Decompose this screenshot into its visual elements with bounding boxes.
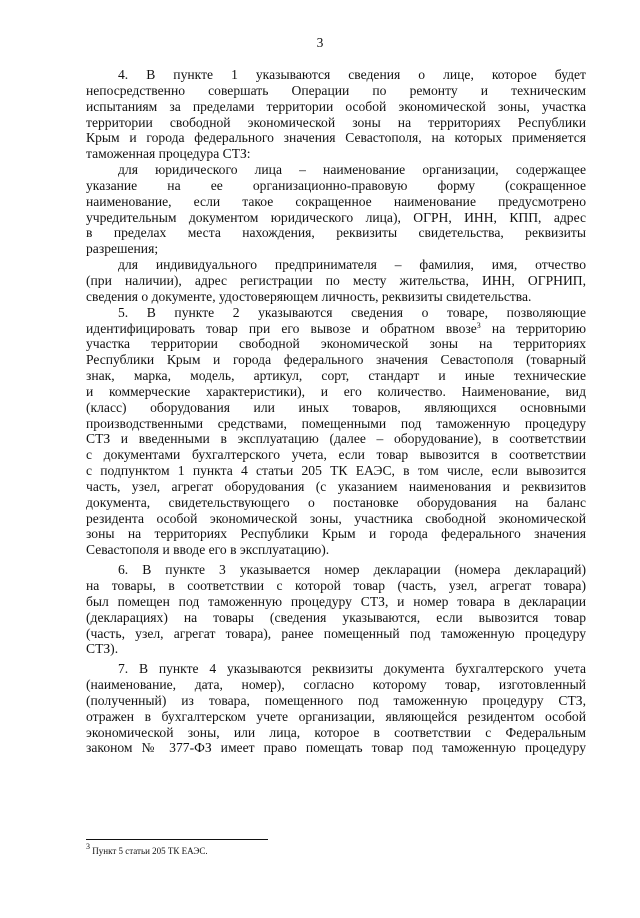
- paragraph-7-line-6: законом № 377-ФЗ имеет право помещать товар под таможенную процедуру: [86, 740, 586, 756]
- paragraph-7-line-4: отражен в бухгалтерском учете организации, являющейся резидентом особой: [86, 708, 586, 724]
- paragraph-5-line-2-tail: на территорию: [480, 320, 586, 336]
- footnote-text: Пункт 5 статьи 205 ТК ЕАЭС.: [90, 846, 208, 856]
- paragraph-5-line-3: участка территории свободной экономической зоны на территориях: [86, 336, 586, 352]
- paragraph-5-line-2: [86, 321, 586, 337]
- paragraph-4-line-3: испытаниям за пределами территории особой экономической зоны, участка: [86, 98, 586, 114]
- legal-entity-line-5: в пределах места нахождения, реквизиты свидетельства, реквизиты: [86, 225, 586, 241]
- footnote: [86, 842, 208, 857]
- legal-entity-line-1: для юридического лица – наименование организации, содержащее: [118, 162, 586, 178]
- paragraph-5-line-9: СТЗ и введенными в эксплуатацию (далее – оборудование), в соответствии: [86, 431, 586, 447]
- paragraph-6-line-2: на товары, в соответствии с которой товар (часть, узел, агрегат товара): [86, 578, 586, 593]
- paragraph-5-line-7: (класс) оборудования или иных товаров, являющихся основными: [86, 399, 586, 415]
- legal-entity-line-4: учредительным документом юридического лица), ОГРН, ИНН, КПП, адрес: [86, 209, 586, 225]
- paragraph-7-line-1: 7. В пункте 4 указываются реквизиты документа бухгалтерского учета: [118, 661, 586, 677]
- paragraph-5-line-16: Севастополя и вводе его в эксплуатацию).: [86, 542, 330, 558]
- paragraph-5-line-8: производственными средствами, помещенными под таможенную процедуру: [86, 415, 586, 431]
- entrepreneur-line-2: (при наличии), адрес регистрации по месту жительства, ИНН, ОГРНИП,: [86, 272, 586, 288]
- paragraph-5-line-1: 5. В пункте 2 указываются сведения о товаре, позволяющие: [118, 304, 586, 320]
- paragraph-7-line-2: (наименование, дата, номер), согласно которому товар, изготовленный: [86, 677, 586, 693]
- page-number: 3: [316, 35, 324, 50]
- paragraph-4-line-2: непосредственно совершать Операции по ремонту и техническим: [86, 82, 586, 98]
- paragraph-6-line-4: (декларациях) на товары (сведения указываются, если вывозится товар: [86, 609, 586, 625]
- paragraph-6-line-5: (часть, узел, агрегат товара), ранее помещенный под таможенную процедуру: [86, 625, 586, 641]
- paragraph-6-line-3: был помещен под таможенную процедуру СТЗ, и номер товара в декларации: [86, 593, 586, 609]
- document-body: [86, 67, 586, 756]
- legal-entity-line-2: указание на ее организационно-правовую форму (сокращенное: [86, 177, 586, 193]
- paragraph-4-line-5: Крым и города федерального значения Севастополя, на которых применяется: [86, 130, 586, 146]
- footnote-mark: 3: [86, 842, 90, 851]
- paragraph-5-line-2-text: идентифицировать товар при его вывозе и обратном ввозе: [86, 320, 477, 336]
- legal-entity-line-6: разрешения;: [86, 241, 159, 257]
- paragraph-5-line-14: резидента особой экономической зоны, участника свободной экономической: [86, 510, 586, 526]
- paragraph-6-line-1: 6. В пункте 3 указывается номер декларации (номера деклараций): [118, 562, 586, 578]
- entrepreneur-line-3: сведения о документе, удостоверяющем личность, реквизиты свидетельства.: [86, 288, 532, 304]
- entrepreneur-line-1: для индивидуального предпринимателя – фамилия, имя, отчество: [118, 257, 586, 273]
- paragraph-7-line-5: экономической зоны, или лица, которое в соответствии с Федеральным: [86, 724, 586, 740]
- paragraph-4-line-4: территории свободной экономической зоны на территориях Республики: [86, 114, 586, 130]
- legal-entity-line-3: наименование, если такое сокращенное наименование предусмотрено: [86, 193, 586, 209]
- paragraph-5-line-6: и коммерческие характеристики), и его количество. Наименование, вид: [86, 383, 586, 399]
- paragraph-5-line-10: с документами бухгалтерского учета, если товар вывозится в соответствии: [86, 447, 586, 463]
- footnote-divider: [86, 839, 268, 840]
- footnote-reference: 3: [476, 320, 481, 330]
- paragraph-7-line-3: (полученный) из товара, помещенного под таможенную процедуру СТЗ,: [86, 692, 586, 708]
- paragraph-5-line-15: зоны на территориях Республики Крым и города федерального значения: [86, 526, 586, 542]
- paragraph-5-line-12: часть, узел, агрегат оборудования (с указанием наименования и реквизитов: [86, 478, 586, 494]
- paragraph-5-line-13: документа, свидетельствующего о постановке оборудования на баланс: [86, 494, 586, 510]
- paragraph-6-line-6: СТЗ).: [86, 641, 119, 657]
- paragraph-5-line-11: с подпунктом 1 пункта 4 статьи 205 ТК ЕАЭС, в том числе, если вывозится: [86, 463, 586, 479]
- paragraph-4-line-6: таможенная процедура СТЗ:: [86, 146, 251, 162]
- paragraph-5-line-4: Республики Крым и города федерального значения Севастополя (товарный: [86, 352, 586, 368]
- paragraph-4-line-1: 4. В пункте 1 указываются сведения о лице, которое будет: [118, 67, 586, 82]
- paragraph-5-line-5: знак, марка, модель, артикул, сорт, стандарт и иные технические: [86, 368, 586, 384]
